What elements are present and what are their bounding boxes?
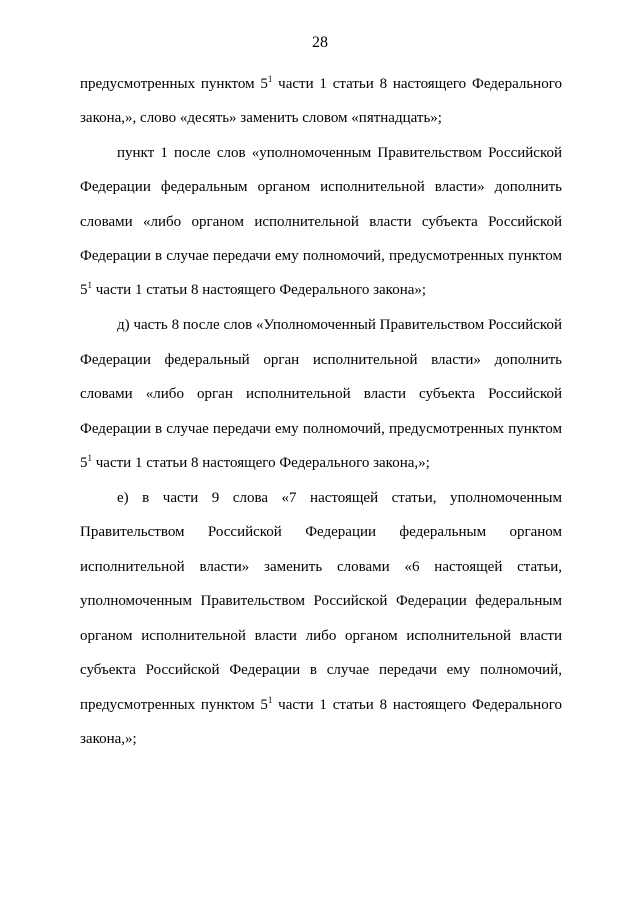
text-line: субъекта Российской Федерации в случае передачи ему полномочий, [80, 662, 562, 678]
text-line: $5^1$ части 1 статьи 8 настоящего Федерального закона,»; [80, 453, 430, 471]
text-line: Федерации в случае передачи ему полномочий, предусмотренных пунктом [80, 248, 562, 264]
text-line: Федерации федеральный орган исполнительной власти» дополнить [80, 352, 562, 368]
text-line: закона,»; [80, 731, 137, 747]
text-line: Федерации федеральным органом исполнительной власти» дополнить [80, 179, 562, 195]
text-line: предусмотренных пунктом $5^1$ части 1 статьи 8 настоящего Федерального [80, 695, 562, 713]
text-line: предусмотренных пунктом $5^1$ части 1 статьи 8 настоящего Федерального [80, 74, 562, 92]
text-line: $5^1$ части 1 статьи 8 настоящего Федерального закона»; [80, 280, 427, 298]
text-line: уполномоченным Правительством Российской Федерации федеральным [80, 593, 562, 609]
text-line: пункт 1 после слов «уполномоченным Правительством Российской [117, 145, 562, 161]
page-number: 28 [312, 34, 328, 51]
text-line: Федерации в случае передачи ему полномочий, предусмотренных пунктом [80, 421, 562, 437]
text-line: словами «либо орган исполнительной власти субъекта Российской [80, 386, 562, 402]
text-line: е) в части 9 слова «7 настоящей статьи, уполномоченным [117, 490, 562, 506]
text-line: закона,», слово «десять» заменить словом «пятнадцать»; [80, 110, 442, 126]
text-line: словами «либо органом исполнительной власти субъекта Российской [80, 214, 562, 230]
text-line: д) часть 8 после слов «Уполномоченный Правительством Российской [117, 317, 562, 333]
text-line: Правительством Российской Федерации федеральным органом [80, 524, 562, 540]
text-line: исполнительной власти» заменить словами «6 настоящей статьи, [80, 559, 562, 575]
text-line: органом исполнительной власти либо органом исполнительной власти [80, 628, 562, 644]
